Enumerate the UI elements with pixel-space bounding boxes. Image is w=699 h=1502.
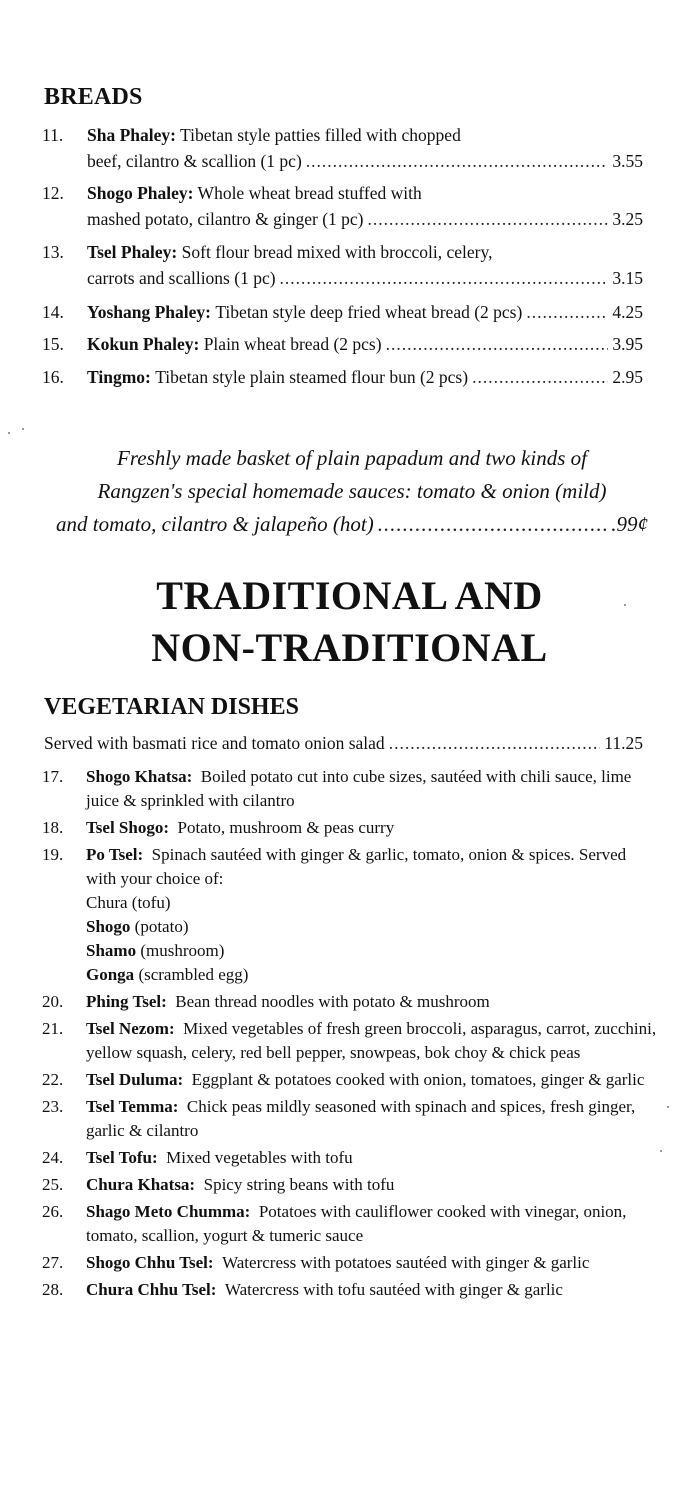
- vegetarian-served-note: [44, 731, 643, 755]
- scan-speck: [8, 432, 10, 434]
- item-price: 3.15: [612, 268, 643, 288]
- served-text: Served with basmati rice and tomato onion salad: [44, 733, 385, 753]
- item-desc: Tibetan style plain steamed flour bun (2 pcs): [155, 367, 469, 387]
- menu-item: [42, 990, 659, 1014]
- choice-note: (tofu): [131, 893, 171, 912]
- item-number: 18.: [42, 818, 64, 837]
- item-number: 20.: [42, 992, 64, 1011]
- choice-name: Shogo: [86, 917, 131, 936]
- item-number: 27.: [42, 1253, 64, 1272]
- dot-leader: [368, 206, 609, 232]
- section-title: [0, 570, 699, 674]
- item-desc: Tibetan style patties filled with chopped: [180, 125, 461, 145]
- dot-leader: [378, 508, 608, 541]
- item-number: 15.: [42, 334, 64, 354]
- item-name: Tsel Shogo:: [86, 818, 169, 837]
- item-name: Shogo Khatsa:: [86, 767, 193, 786]
- item-desc: Whole wheat bread stuffed with: [197, 183, 422, 203]
- choice-option: [86, 939, 659, 963]
- item-name: Tsel Phaley:: [87, 242, 178, 262]
- item-desc: Plain wheat bread (2 pcs): [203, 334, 382, 354]
- dot-leader: [306, 148, 609, 174]
- item-desc: beef, cilantro & scallion (1 pc): [87, 151, 302, 171]
- item-number: 12.: [42, 183, 64, 203]
- promo-line: and tomato, cilantro & jalapeño (hot): [56, 512, 374, 536]
- papadum-promo: [56, 442, 648, 541]
- item-desc: Bean thread noodles with potato & mushroom: [175, 992, 490, 1011]
- menu-item: [42, 1095, 659, 1143]
- item-desc: mashed potato, cilantro & ginger (1 pc): [87, 209, 364, 229]
- item-desc: Watercress with tofu sautéed with ginger & garlic: [224, 1280, 563, 1299]
- menu-item: [42, 1200, 659, 1248]
- item-name: Tsel Duluma:: [86, 1070, 184, 1089]
- item-name: Chura Chhu Tsel:: [86, 1280, 217, 1299]
- item-name: Phing Tsel:: [86, 992, 167, 1011]
- item-name: Tsel Tofu:: [86, 1148, 158, 1167]
- choice-note: (scrambled egg): [138, 965, 249, 984]
- choice-option: [86, 891, 659, 915]
- item-name: Shogo Phaley:: [87, 183, 194, 203]
- item-number: 21.: [42, 1019, 64, 1038]
- scan-speck: [667, 1106, 669, 1108]
- item-desc: Watercress with potatoes sautéed with ginger & garlic: [222, 1253, 590, 1272]
- item-desc: Eggplant & potatoes cooked with onion, tomatoes, ginger & garlic: [191, 1070, 645, 1089]
- item-desc: Mixed vegetables of fresh green broccoli, asparagus, carrot, zucchini, yellow squash, celery, red bell pepper, snowpeas, bok choy & chick peas: [86, 1019, 657, 1062]
- item-name: Tingmo:: [87, 367, 151, 387]
- item-price: 3.55: [612, 151, 643, 171]
- item-desc: Soft flour bread mixed with broccoli, celery,: [181, 242, 493, 262]
- item-number: 19.: [42, 845, 64, 864]
- item-desc: Spicy string beans with tofu: [203, 1175, 395, 1194]
- scan-speck: [22, 428, 24, 430]
- menu-item: [42, 1173, 659, 1197]
- item-desc: Boiled potato cut into cube sizes, sautéed with chili sauce, lime juice & sprinkled with cilantro: [86, 767, 632, 810]
- menu-item: [42, 1146, 659, 1170]
- item-desc: Potato, mushroom & peas curry: [177, 818, 395, 837]
- choice-note: (potato): [134, 917, 189, 936]
- choice-name: Gonga: [86, 965, 135, 984]
- choice-name: Shamo: [86, 941, 137, 960]
- section-title-line: TRADITIONAL AND: [156, 573, 543, 618]
- menu-item: [42, 765, 659, 813]
- menu-item: [42, 180, 643, 232]
- item-number: 25.: [42, 1175, 64, 1194]
- item-name: Chura Khatsa:: [86, 1175, 196, 1194]
- menu-item: [42, 816, 659, 840]
- item-name: Tsel Temma:: [86, 1097, 179, 1116]
- vegetarian-list: [42, 765, 659, 1305]
- item-number: 16.: [42, 367, 64, 387]
- promo-line: Rangzen's special homemade sauces: tomato & onion (mild): [97, 479, 607, 503]
- item-desc: Chick peas mildly seasoned with spinach and spices, fresh ginger, garlic & cilantro: [86, 1097, 636, 1140]
- dot-leader: [386, 331, 609, 357]
- menu-item: [42, 1017, 659, 1065]
- item-name: Sha Phaley:: [87, 125, 176, 145]
- item-name: Shago Meto Chumma:: [86, 1202, 251, 1221]
- item-price: 4.25: [612, 302, 643, 322]
- menu-item: [42, 843, 659, 987]
- scan-speck: [624, 604, 626, 606]
- dot-leader: [526, 299, 608, 325]
- vegetarian-price: 11.25: [604, 733, 643, 753]
- vegetarian-heading: VEGETARIAN DISHES: [44, 694, 299, 720]
- menu-item: [42, 364, 643, 390]
- item-number: 23.: [42, 1097, 64, 1116]
- item-number: 22.: [42, 1070, 64, 1089]
- item-desc: Spinach sautéed with ginger & garlic, tomato, onion & spices. Served with your choice of:: [86, 845, 627, 888]
- promo-line: Freshly made basket of plain papadum and two kinds of: [117, 446, 587, 470]
- menu-item: [42, 1068, 659, 1092]
- item-desc: carrots and scallions (1 pc): [87, 268, 276, 288]
- item-name: Yoshang Phaley:: [87, 302, 211, 322]
- item-number: 14.: [42, 302, 64, 322]
- dot-leader: [280, 265, 609, 291]
- choice-name: Chura: [86, 893, 128, 912]
- scan-speck: [660, 1150, 662, 1152]
- menu-item: [42, 1278, 659, 1302]
- dot-leader: [472, 364, 608, 390]
- item-price: 2.95: [612, 367, 643, 387]
- choice-option: [86, 915, 659, 939]
- item-name: Po Tsel:: [86, 845, 144, 864]
- menu-item: [42, 299, 643, 325]
- choice-option: [86, 963, 659, 987]
- item-number: 13.: [42, 242, 64, 262]
- item-number: 24.: [42, 1148, 64, 1167]
- item-number: 26.: [42, 1202, 64, 1221]
- menu-item: [42, 239, 643, 291]
- item-name: Kokun Phaley:: [87, 334, 200, 354]
- item-price: 3.95: [612, 334, 643, 354]
- item-number: 28.: [42, 1280, 64, 1299]
- item-desc: Mixed vegetables with tofu: [166, 1148, 353, 1167]
- item-name: Shogo Chhu Tsel:: [86, 1253, 214, 1272]
- item-price: 3.25: [612, 209, 643, 229]
- breads-heading: BREADS: [44, 84, 143, 110]
- menu-item: [42, 122, 643, 174]
- item-name: Tsel Nezom:: [86, 1019, 175, 1038]
- menu-item: [42, 331, 643, 357]
- choice-note: (mushroom): [140, 941, 225, 960]
- item-number: 11.: [42, 125, 64, 145]
- item-desc: Tibetan style deep fried wheat bread (2 pcs): [215, 302, 523, 322]
- promo-price: .99¢: [611, 512, 648, 536]
- item-desc: Potatoes with cauliflower cooked with vinegar, onion, tomato, scallion, yogurt & tumeric sauce: [86, 1202, 627, 1245]
- item-number: 17.: [42, 767, 64, 786]
- menu-item: [42, 1251, 659, 1275]
- dot-leader: [389, 731, 601, 755]
- section-title-line: NON-TRADITIONAL: [151, 625, 548, 670]
